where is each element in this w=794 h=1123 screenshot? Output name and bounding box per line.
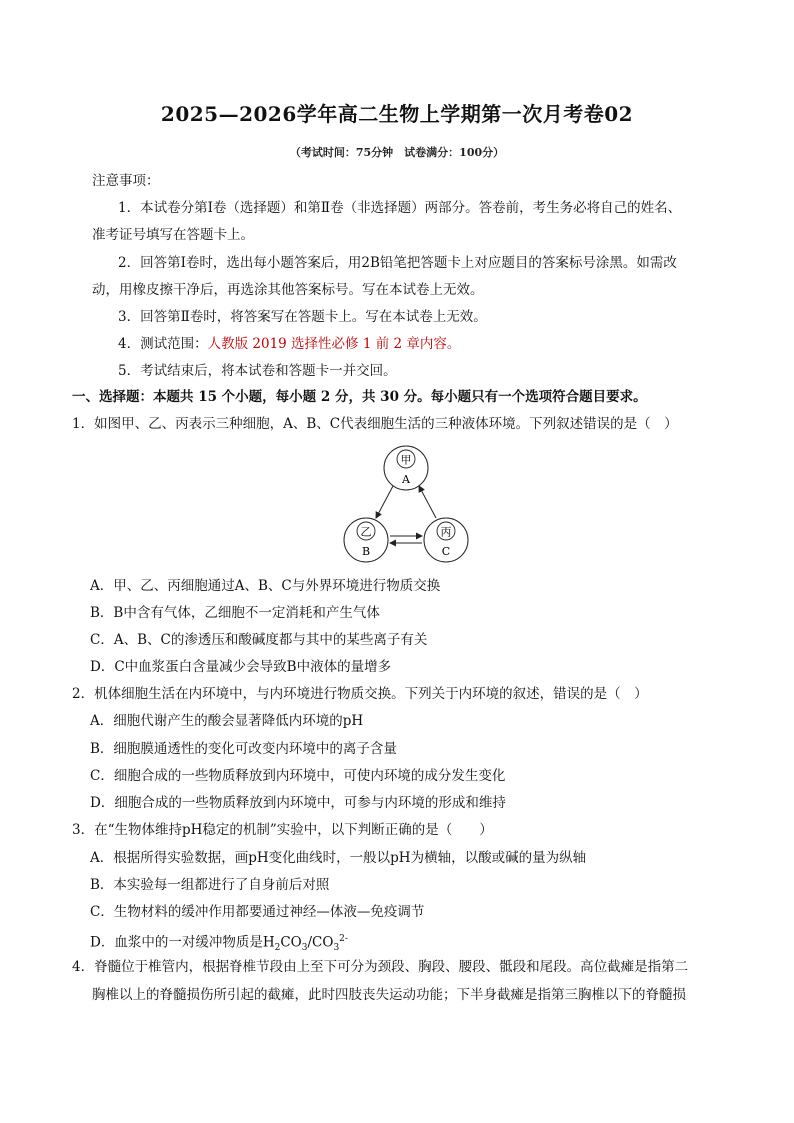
notice-item-3: 3．回答第Ⅱ卷时，将答案写在答题卡上。写在本试卷上无效。 bbox=[118, 309, 487, 325]
cell-jia-label: 甲 bbox=[400, 453, 412, 467]
q3-sup: 2- bbox=[339, 934, 348, 944]
q2-option-d: D．细胞合成的一些物质释放到内环境中，可参与内环境的形成和维持 bbox=[90, 795, 506, 811]
q2-option-b: B．细胞膜通透性的变化可改变内环境中的离子含量 bbox=[90, 741, 397, 757]
q4-line-2: 胸椎以上的脊髓损伤所引起的截瘫，此时四肢丧失运动功能；下半身截瘫是指第三胸椎以下的脊髓损 bbox=[92, 987, 686, 1003]
q1-option-a: A．甲、乙、丙细胞通过A、B、C与外界环境进行物质交换 bbox=[90, 578, 441, 594]
exam-subtitle: （考试时间：75分钟 试卷满分：100分） bbox=[289, 146, 505, 159]
q3-sub-2: 3 bbox=[301, 943, 308, 954]
fluid-exchange-diagram bbox=[340, 444, 470, 566]
cell-bing-label: 丙 bbox=[440, 525, 452, 539]
arrow-a-to-b bbox=[376, 486, 393, 518]
notice-heading: 注意事项： bbox=[92, 173, 160, 189]
notice-item-2: 2．回答第Ⅰ卷时，选出每小题答案后，用2B铅笔把答题卡上对应题目的答案标号涂黑。如需改 bbox=[118, 255, 677, 271]
q1-option-b: B．B中含有气体，乙细胞不一定消耗和产生气体 bbox=[90, 605, 380, 621]
fluid-b-label: B bbox=[361, 545, 371, 558]
q3-option-c: C．生物材料的缓冲作用都要通过神经—体液—免疫调节 bbox=[90, 904, 425, 920]
q3-mid-2: /CO bbox=[307, 934, 334, 951]
q2-option-a: A．细胞代谢产生的酸会显著降低内环境的pH bbox=[90, 713, 364, 729]
arrow-c-to-a bbox=[419, 486, 436, 518]
q3-mid-1: CO bbox=[280, 934, 302, 951]
q3-option-d bbox=[90, 930, 750, 957]
q1-stem: 1．如图甲、乙、丙表示三种细胞，A、B、C代表细胞生活的三种液体环境。下列叙述错误的是（ ） bbox=[72, 416, 678, 432]
notice-item-4-prefix: 4．测试范围： bbox=[118, 336, 208, 352]
fluid-c-label: C bbox=[441, 545, 451, 558]
notice-item-1: 1．本试卷分第Ⅰ卷（选择题）和第Ⅱ卷（非选择题）两部分。答卷前，考生务必将自己的姓名、 bbox=[118, 200, 682, 216]
q1-cell-diagram bbox=[340, 444, 470, 566]
q3-option-b: B．本实验每一组都进行了自身前后对照 bbox=[90, 877, 330, 893]
q3-sub-1: 2 bbox=[274, 943, 281, 954]
fluid-a-label: A bbox=[402, 473, 410, 486]
q1-option-c: C．A、B、C的渗透压和酸碱度都与其中的某些离子有关 bbox=[90, 632, 428, 648]
section-heading: 一、选择题：本题共 15 个小题，每小题 2 分，共 30 分。每小题只有一个选项符合题目要求。 bbox=[72, 389, 647, 405]
q3-option-a: A．根据所得实验数据，画pH变化曲线时，一般以pH为横轴，以酸或碱的量为纵轴 bbox=[90, 850, 587, 866]
notice-item-4 bbox=[118, 335, 778, 353]
notice-item-2-cont: 动，用橡皮擦干净后，再选涂其他答案标号。写在本试卷上无效。 bbox=[92, 282, 484, 298]
notice-item-1-cont: 准考证号填写在答题卡上。 bbox=[92, 227, 254, 243]
q2-stem: 2．机体细胞生活在内环境中，与内环境进行物质交换。下列关于内环境的叙述，错误的是（ ） bbox=[72, 686, 648, 702]
test-scope: 人教版 2019 选择性必修 1 前 2 章内容。 bbox=[207, 336, 461, 352]
notice-item-5: 5．考试结束后，将本试卷和答题卡一并交回。 bbox=[118, 363, 397, 379]
q2-option-c: C．细胞合成的一些物质释放到内环境中，可使内环境的成分发生变化 bbox=[90, 768, 506, 784]
q3-stem: 3．在“生物体维持pH稳定的机制”实验中，以下判断正确的是（ ） bbox=[72, 822, 493, 838]
q3-sub-3: 3 bbox=[333, 943, 340, 954]
cell-yi-label: 乙 bbox=[360, 525, 372, 539]
q1-option-d: D．C中血浆蛋白含量减少会导致B中液体的量增多 bbox=[90, 659, 392, 675]
q3-option-d-prefix: D．血浆中的一对缓冲物质是H bbox=[90, 934, 275, 951]
q4-line-1: 4．脊髓位于椎管内，根据脊椎节段由上至下可分为颈段、胸段、腰段、骶段和尾段。高位截瘫是指第二 bbox=[72, 959, 689, 975]
exam-title: 2025—2026学年高二生物上学期第一次月考卷02 bbox=[160, 102, 634, 126]
